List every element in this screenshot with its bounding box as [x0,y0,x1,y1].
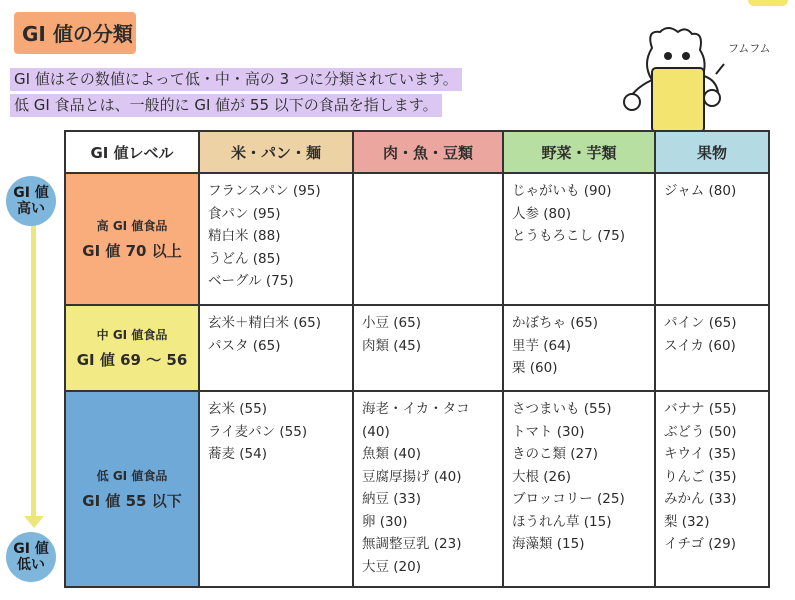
list-item: 里芋 (64) [512,337,572,354]
gi-high-bubble-line2: 高い [16,201,45,217]
table-row-low [65,391,769,587]
header-gi-level: GI 値レベル [65,131,199,173]
list-item: 梨 (32) [664,513,710,530]
list-item: とうもろこし (75) [512,228,626,244]
level-high-range: GI 値 70 以上 [82,242,182,260]
header-fruit: 果物 [655,131,769,173]
cell-high-fruit [655,173,769,305]
level-mid-label: 中 GI 値食品 [96,328,168,342]
header-rice-bread-noodles: 米・パン・麺 [199,131,353,173]
intro-line-1: GI 値はその数値によって低・中・高の 3 つに分類されています。 [10,68,462,91]
level-low-label: 低 GI 値食品 [96,469,168,483]
list-item: バナナ (55) [664,401,737,417]
food-list [504,174,654,248]
level-cell-high [65,173,199,305]
arrow-head-icon [24,516,44,528]
list-item: 小豆 (65) [362,315,422,331]
table-row-high [65,173,769,305]
list-item: 豆腐厚揚げ (40) [362,468,462,485]
food-list [504,306,654,380]
gi-high-bubble-line1: GI 値 [13,185,49,201]
food-list [200,174,352,293]
table-row-mid [65,305,769,391]
food-list [656,392,768,556]
cell-low-fruit [655,391,769,587]
gi-low-bubble [6,532,56,582]
food-list [354,174,502,180]
list-item: イチゴ (29) [664,536,736,552]
header-vegetables-tubers: 野菜・芋類 [503,131,655,173]
cell-mid-rice [199,305,353,391]
level-high-label: 高 GI 値食品 [96,219,168,233]
reading-character-illustration [612,18,732,134]
gi-low-bubble-line2: 低い [16,557,45,573]
list-item: ジャム (80) [664,183,737,199]
list-item: 納豆 (33) [362,491,422,507]
food-list [354,306,502,357]
list-item: 蕎麦 (54) [208,446,268,462]
list-item: ほうれん草 (15) [512,513,612,530]
level-cell-mid [65,305,199,391]
list-item: きのこ類 (27) [512,446,599,462]
list-item: 栗 (60) [512,360,558,376]
list-item: 玄米＋精白米 (65) [208,315,322,331]
header-meat-fish-beans: 肉・魚・豆類 [353,131,503,173]
list-item: トマト (30) [512,423,585,440]
cell-mid-veg [503,305,655,391]
gi-low-bubble-line1: GI 値 [13,541,49,557]
food-list [656,306,768,357]
cell-high-rice [199,173,353,305]
character-speech-text: フムフム [728,42,771,55]
list-item: (40) [362,423,390,440]
list-item: みかん (33) [664,491,737,507]
list-item: さつまいも (55) [512,401,612,417]
list-item: 卵 (30) [362,513,408,530]
corner-decoration [748,0,788,6]
list-item: 食パン (95) [208,205,281,222]
list-item: 魚類 (40) [362,446,422,462]
list-item: 玄米 (55) [208,401,268,417]
list-item: ぶどう (50) [664,423,737,440]
list-item: 海老・イカ・タコ [362,401,470,417]
list-item: ベーグル (75) [208,273,294,289]
cell-high-meat [353,173,503,305]
list-item: かぼちゃ (65) [512,315,599,331]
list-item: キウイ (35) [664,446,737,462]
cell-mid-meat [353,305,503,391]
list-item: フランスパン (95) [208,183,321,199]
cell-mid-fruit [655,305,769,391]
table-header-row [65,131,769,173]
list-item: りんご (35) [664,468,737,485]
list-item: スイカ (60) [664,337,736,354]
list-item: じゃがいも (90) [512,183,612,199]
list-item: パイン (65) [664,315,737,331]
list-item: 人参 (80) [512,205,572,222]
cell-low-rice [199,391,353,587]
list-item: 大根 (26) [512,468,572,485]
list-item: 海藻類 (15) [512,536,585,552]
cell-high-veg [503,173,655,305]
list-item: 無調整豆乳 (23) [362,536,462,552]
list-item: パスタ (65) [208,337,281,354]
page-title: GI 値の分類 [22,22,133,46]
list-item: 大豆 (20) [362,558,422,575]
intro-line-2: 低 GI 食品とは、一般的に GI 値が 55 以下の食品を指します。 [10,94,442,117]
gi-scale-arrow [31,218,36,526]
level-cell-low [65,391,199,587]
food-list [656,174,768,203]
cell-low-meat [353,391,503,587]
list-item: 肉類 (45) [362,337,422,354]
list-item: ブロッコリー (25) [512,491,625,507]
food-list [354,392,502,578]
list-item: 精白米 (88) [208,228,281,244]
cell-low-veg [503,391,655,587]
food-list [200,392,352,466]
food-list [200,306,352,357]
list-item: ライ麦パン (55) [208,423,308,440]
level-low-range: GI 値 55 以下 [82,492,182,510]
gi-high-bubble [6,176,56,226]
food-list [504,392,654,556]
gi-classification-table [64,130,770,588]
list-item: うどん (85) [208,250,281,267]
level-mid-range: GI 値 69 〜 56 [76,351,188,369]
